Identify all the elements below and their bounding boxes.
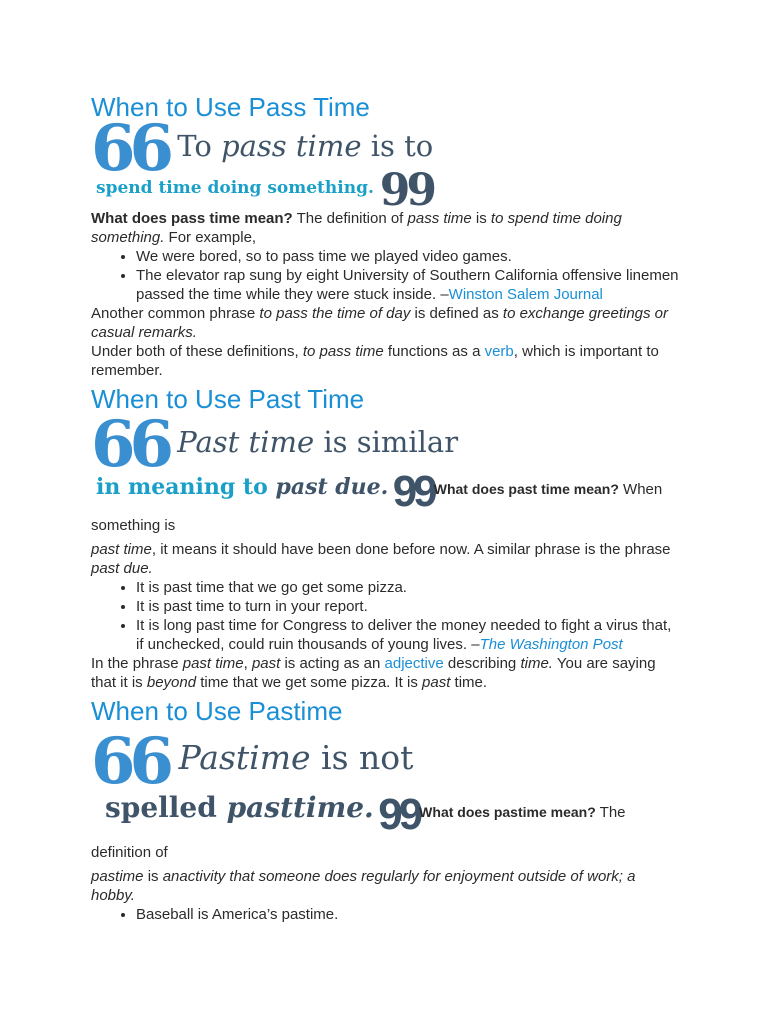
adjective-link[interactable]: adjective	[384, 655, 444, 672]
source-link[interactable]: The Washington Post	[479, 636, 623, 653]
heading-past-time: When to Use Past Time	[91, 384, 365, 414]
paragraph: In the phrase past time, past is acting as an adjective describing time. You are saying that it is beyond time that we get some pizza. It is past time.	[91, 655, 656, 691]
heading-pastime: When to Use Pastime	[91, 696, 343, 726]
article	[91, 92, 681, 924]
close-quote-icon: 99	[379, 165, 434, 216]
paragraph: Under both of these definitions, to pass time functions as a verb, which is important to remember.	[91, 343, 659, 379]
open-quote-icon: 66	[91, 724, 169, 799]
example-list	[91, 247, 681, 304]
paragraph: What does pass time mean? The definition of pass time is to spend time doing something. For example,	[91, 210, 622, 246]
source-link[interactable]: Winston Salem Journal	[448, 286, 603, 303]
example-list	[91, 578, 681, 654]
verb-link[interactable]: verb	[484, 343, 514, 360]
list-item: • It is long past time for Congress to deliver the money needed to fight a virus that, if unchecked, could ruin thousands of young lives. –The Washington Post	[136, 616, 681, 654]
list-item: • Baseball is America’s pastime.	[136, 905, 681, 924]
open-quote-icon: 66	[91, 111, 169, 186]
pull-quote-pass-time-line2: spend time doing something. 99	[96, 165, 434, 216]
pull-quote-past-time-line1: 66 Past time is similar	[91, 407, 459, 482]
open-quote-icon: 66	[91, 407, 169, 482]
heading-pass-time: When to Use Pass Time	[91, 92, 370, 122]
example-list	[91, 905, 681, 924]
paragraph: pastime is anactivity that someone does regularly for enjoyment outside of work; a hobby.	[91, 868, 636, 904]
pull-quote-pastime-line1: 66 Pastime is not	[91, 724, 414, 799]
paragraph: past time, it means it should have been done before now. A similar phrase is the phrase past due.	[91, 541, 671, 577]
list-item: • It is past time that we go get some pizza.	[136, 578, 681, 597]
list-item: • It is past time to turn in your report.	[136, 597, 681, 616]
list-item: • We were bored, so to pass time we played video games.	[136, 247, 681, 266]
pull-quote-pastime-line2: spelled pasttime. 99What does pastime mean? The definition of	[91, 790, 626, 861]
close-quote-icon: 99	[378, 790, 420, 839]
pull-quote-pass-time-line1: 66 To pass time is to	[91, 111, 434, 186]
close-quote-icon: 99	[392, 467, 434, 516]
pull-quote-past-time-line2: in meaning to past due. 99What does past time mean? When something is	[91, 467, 663, 534]
list-item: • The elevator rap sung by eight University of Southern California offensive linemen passed the time while they were stuck inside. –Winston Salem Journal	[136, 266, 681, 304]
paragraph: Another common phrase to pass the time of day is defined as to exchange greetings or casual remarks.	[91, 305, 669, 341]
